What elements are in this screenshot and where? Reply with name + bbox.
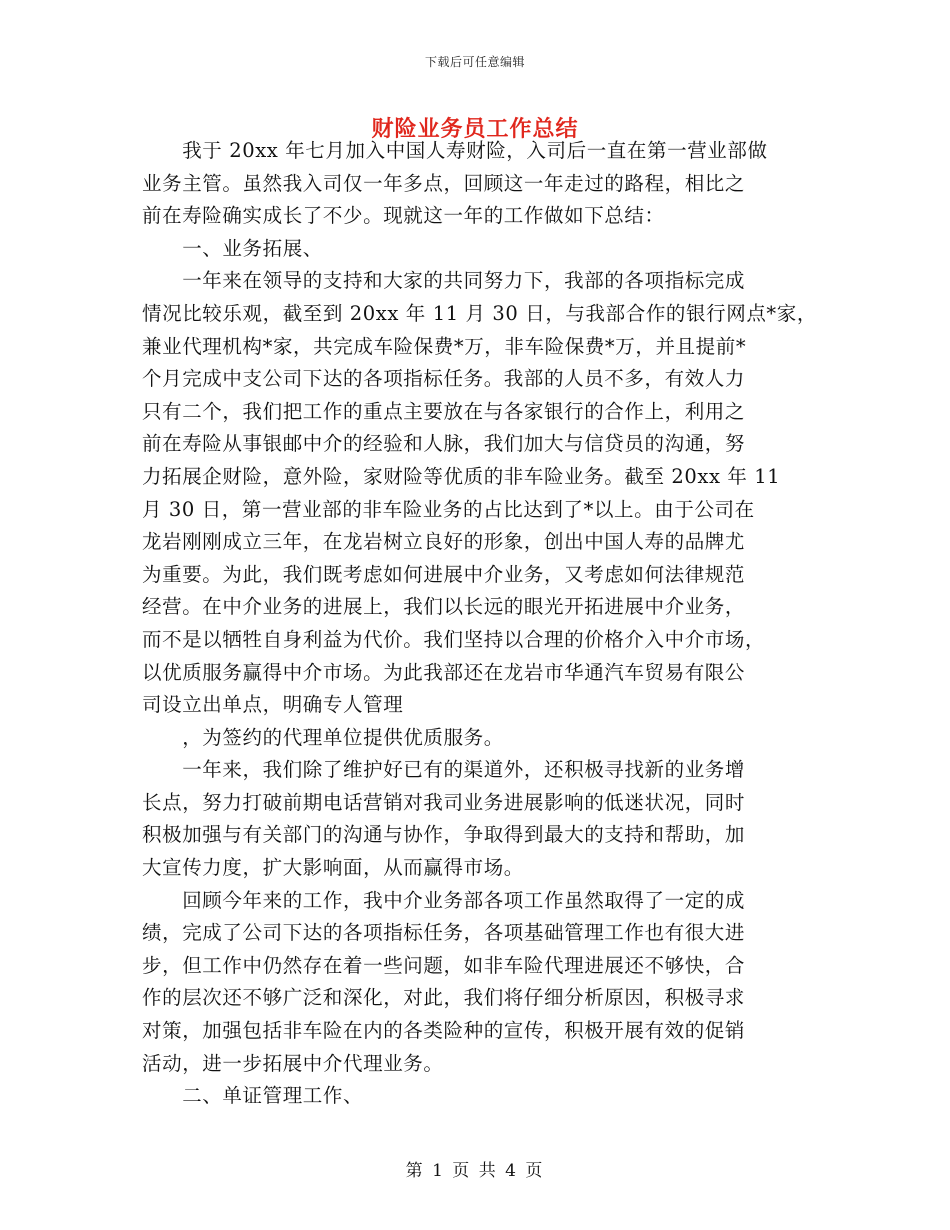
- body-line: 步，但工作中仍然存在着一些问题，如非车险代理进展还不够快，合: [142, 953, 746, 977]
- body-line: 只有二个，我们把工作的重点主要放在与各家银行的合作上，利用之: [142, 399, 746, 423]
- body-line: 绩，完成了公司下达的各项指标任务，各项基础管理工作也有很大进: [142, 921, 746, 945]
- page-footer: 第 1 页 共 4 页: [405, 1161, 545, 1181]
- body-line: 业务主管。虽然我入司仅一年多点，回顾这一年走过的路程，相比之: [142, 171, 746, 195]
- body-line: 经营。在中介业务的进展上，我们以长远的眼光开拓进展中介业务，: [142, 595, 746, 619]
- body-line: 司设立出单点，明确专人管理: [142, 693, 404, 717]
- body-line: 前在寿险从事银邮中介的经验和人脉，我们加大与信贷员的沟通，努: [142, 432, 746, 456]
- body-line: 个月完成中支公司下达的各项指标任务。我部的人员不多，有效人力: [142, 367, 746, 391]
- body-line: 一年来，我们除了维护好已有的渠道外，还积极寻找新的业务增: [142, 758, 746, 782]
- page-header-note: 下载后可任意编辑: [424, 55, 525, 69]
- document-title: 财险业务员工作总结: [371, 117, 579, 142]
- section-heading-document-management: 二、单证管理工作、: [142, 1084, 364, 1108]
- body-line: 以优质服务赢得中介市场。为此我部还在龙岩市华通汽车贸易有限公: [142, 660, 746, 684]
- body-line: 长点，努力打破前期电话营销对我司业务进展影响的低迷状况，同时: [142, 790, 746, 814]
- body-line: 回顾今年来的工作，我中介业务部各项工作虽然取得了一定的成: [142, 888, 746, 912]
- document-body: [142, 135, 832, 1113]
- body-line: 作的层次还不够广泛和深化，对此，我们将仔细分析原因，积极寻求: [142, 986, 746, 1010]
- body-line: ，为签约的代理单位提供优质服务。: [142, 725, 504, 749]
- body-line: 为重要。为此，我们既考虑如何进展中介业务，又考虑如何法律规范: [142, 562, 746, 586]
- body-line: 月 30 日，第一营业部的非车险业务的占比达到了*以上。由于公司在: [142, 497, 755, 521]
- body-line: 对策，加强包括非车险在内的各类险种的宣传，积极开展有效的促销: [142, 1019, 746, 1043]
- body-line: 而不是以牺牲自身利益为代价。我们坚持以合理的价格介入中介市场，: [142, 627, 766, 651]
- body-line: 力拓展企财险，意外险，家财险等优质的非车险业务。截至 20xx 年 11: [142, 464, 781, 488]
- body-line: 龙岩刚刚成立三年，在龙岩树立良好的形象，创出中国人寿的品牌尤: [142, 530, 746, 554]
- body-line: 前在寿险确实成长了不少。现就这一年的工作做如下总结：: [142, 204, 665, 228]
- body-line: 一年来在领导的支持和大家的共同努力下，我部的各项指标完成: [142, 269, 746, 293]
- body-line: 兼业代理机构*家，共完成车险保费*万，非车险保费*万，并且提前*: [142, 334, 747, 358]
- body-line: 情况比较乐观，截至到 20xx 年 11 月 30 日，与我部合作的银行网点*家，: [142, 301, 817, 325]
- body-line: 我于 20xx 年七月加入中国人寿财险，入司后一直在第一营业部做: [142, 139, 768, 162]
- body-line: 活动，进一步拓展中介代理业务。: [142, 1051, 444, 1075]
- body-line: 大宣传力度，扩大影响面，从而赢得市场。: [142, 856, 524, 880]
- body-line: 积极加强与有关部门的沟通与协作，争取得到最大的支持和帮助，加: [142, 823, 746, 847]
- section-heading-business-expansion: 一、业务拓展、: [142, 236, 323, 260]
